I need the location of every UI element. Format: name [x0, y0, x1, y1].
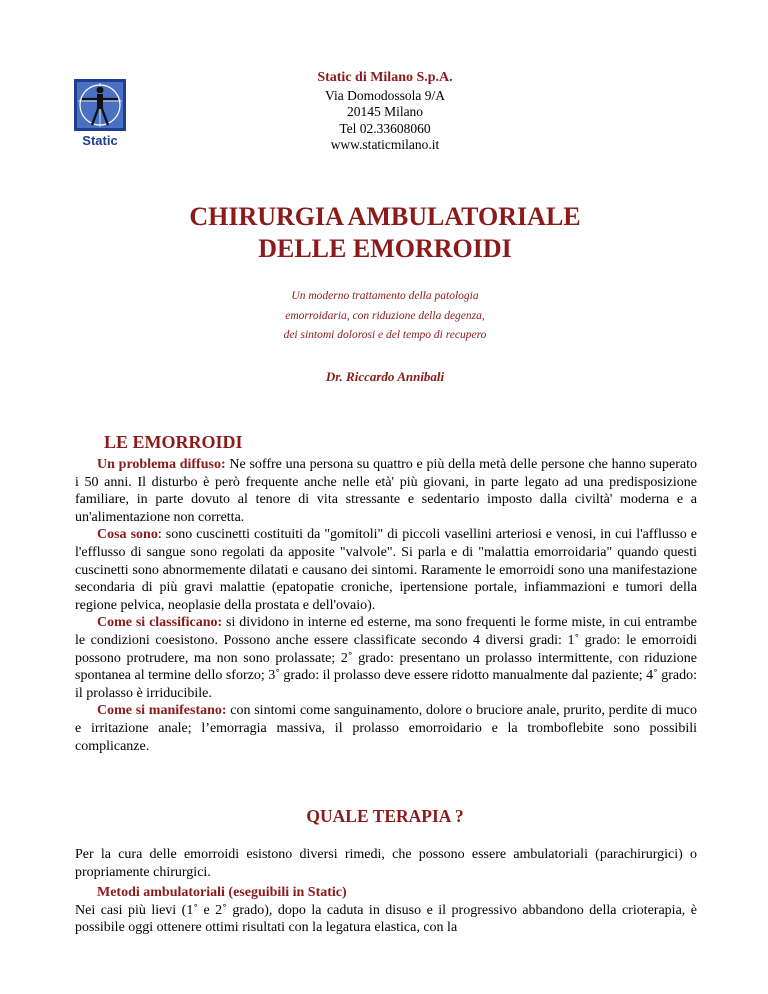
company-header: [250, 70, 520, 154]
section-body-terapia: [75, 846, 697, 881]
paragraph-lead: Cosa sono: [97, 527, 158, 543]
paragraph-lead: Come si manifestano:: [97, 703, 227, 719]
author-name: Dr. Riccardo Annibali: [325, 369, 445, 384]
paragraph-text: con sintomi come sanguinamento, dolore o bruciore anale, prurito, perdite di muco e irritazione anale; l’emorragia massiva, il prolasso emorroidario e la tromboflebite sono possibili complicanze.: [75, 703, 697, 754]
document-subtitle: [220, 287, 550, 346]
section-heading-terapia: QUALE TERAPIA ?: [306, 806, 464, 826]
title-line-2: DELLE EMORROIDI: [258, 234, 512, 263]
section-body-metodi: [75, 884, 697, 937]
paragraph-text: si dividono in interne ed esterne, ma sono frequenti le forme miste, in cui entrambe le condizioni coesistono. Possono anche essere classificate secondo 4 diversi gradi: 1˚ grado: le emorroidi possono protrudere, ma non sono prolassate; 2˚ grado: presentano un prolasso intermittente, con riduzione spontanea al termine dello sforzo; 3˚ grado: il prolasso deve essere ridotto manualmente dal paziente; 4˚ grado: il prolasso è irriducibile.: [75, 615, 698, 701]
paragraph: [75, 526, 697, 614]
company-address: Via Domodossola 9/A: [325, 87, 445, 103]
paragraph-lead: Come si classificano:: [97, 615, 223, 631]
paragraph-lead: Un problema diffuso:: [97, 457, 226, 472]
company-website: www.staticmilano.it: [330, 137, 440, 152]
paragraph-text: : sono cuscinetti costituiti da "gomitoli" di piccoli vasellini arteriosi e venosi, in cui l'afflusso e l'efflusso di sangue sono regolati da apposite "valvole". Si parla e di "malattia emorroidaria" quando questi cuscinetti sono abnormemente dilatati e causano dei sintomi. Raramente le emorroidi sono una manifestazione secondaria di più gravi malattie (epatopatie croniche, ipertensione portale, infiammazioni e tumori della regione pelvica, neoplasie della prostata e dell'ovaio).: [75, 527, 698, 613]
paragraph: [75, 614, 697, 702]
company-name: Static di Milano S.p.A.: [317, 70, 453, 85]
company-phone: Tel 02.33608060: [339, 120, 431, 136]
subsection-heading-metodi: Metodi ambulatoriali (eseguibili in Static): [97, 885, 347, 900]
paragraph-text: Ne soffre una persona su quattro e più della metà delle persone che hanno superato i 50 anni. Il disturbo è però frequente anche nelle età' più giovani, in parte legato ad una predisposizione familiare, in parte dovuto al tenore di vita stressante e sedentario imposto dalla civiltà' moderna e a un'alimentazione non corretta.: [75, 457, 697, 525]
subtitle-line-1: Un moderno trattamento della patologia: [291, 290, 479, 302]
paragraph-text: Per la cura delle emorroidi esistono diversi rimedi, che possono essere ambulatoriali (parachirurgici) o propriamente chirurgici.: [75, 847, 697, 880]
section-heading-emorroidi: LE EMORROIDI: [104, 432, 243, 452]
paragraph-text: Nei casi più lievi (1˚ e 2˚ grado), dopo la caduta in disuso e il progressivo abbandono della crioterapia, è possibile oggi ottenere ottimi risultati con la legatura elastica, con la: [75, 902, 697, 936]
logo-text: Static: [82, 133, 118, 148]
paragraph: [75, 702, 697, 755]
document-title: [120, 201, 650, 265]
company-city: 20145 Milano: [346, 104, 424, 119]
section-body-emorroidi: [75, 456, 697, 755]
title-line-1: CHIRURGIA AMBULATORIALE: [189, 202, 581, 231]
subtitle-line-2: emorroidaria, con riduzione della degenza,: [285, 309, 485, 322]
static-logo-icon: [74, 79, 126, 149]
subtitle-line-3: dei sintomi dolorosi e del tempo di recupero: [283, 329, 487, 341]
paragraph: [75, 456, 697, 526]
